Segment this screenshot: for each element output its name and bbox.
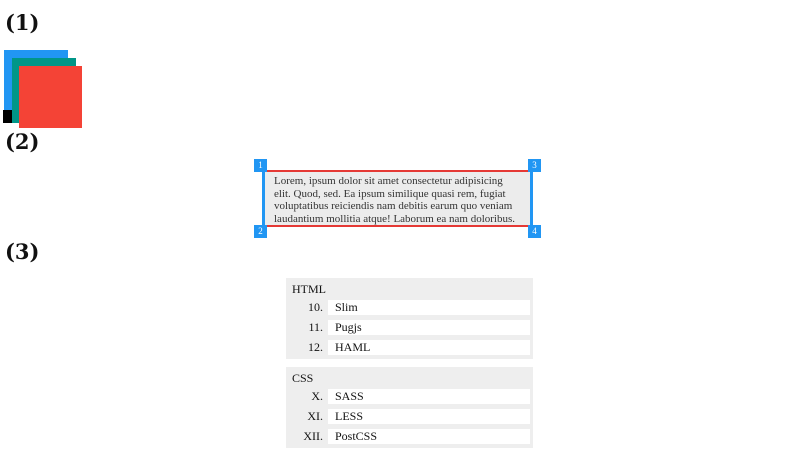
list-item-label: SASS: [328, 389, 530, 404]
corner-numbered-box: [258, 160, 537, 236]
list-item: [292, 409, 530, 424]
list-item: [292, 340, 530, 355]
corner-marker-top-left: 1: [254, 159, 267, 172]
list-item-marker: XII.: [303, 429, 323, 443]
list-item-marker: 11.: [308, 320, 323, 334]
red-square: [19, 66, 82, 128]
list-item-label: PostCSS: [328, 429, 530, 444]
list-group-title: CSS: [292, 371, 314, 385]
list-item-label: Slim: [328, 300, 530, 315]
list-item-marker: X.: [311, 389, 323, 403]
list-item-label: LESS: [328, 409, 530, 424]
lorem-paragraph: Lorem, ipsum dolor sit amet consectetur adipisicing elit. Quod, sed. Ea ipsum similique quasi rem, fugiat voluptatibus reiciendis nam debitis earum quo veniam laudantium mollitia atque! Laborum ea nam doloribus.: [274, 175, 516, 225]
section-1-label: (1): [5, 10, 40, 35]
list-item-label: HAML: [328, 340, 530, 355]
corner-marker-top-right: 3: [528, 159, 541, 172]
list-group-title: HTML: [292, 282, 326, 296]
list-group-css: [286, 367, 533, 448]
list-item: [292, 320, 530, 335]
section-3-label: (3): [5, 239, 40, 264]
list-item-label: Pugjs: [328, 320, 530, 335]
list-group-html: [286, 278, 533, 359]
list-item-marker: XI.: [307, 409, 323, 423]
corner-marker-bottom-right: 4: [528, 225, 541, 238]
list-item: [292, 429, 530, 444]
list-item: [292, 389, 530, 404]
corner-marker-bottom-left: 2: [254, 225, 267, 238]
section-2-label: (2): [5, 129, 40, 154]
list-item-marker: 10.: [308, 300, 323, 314]
lists-demo: [286, 278, 533, 450]
list-item: [292, 300, 530, 315]
list-item-marker: 12.: [308, 340, 323, 354]
stacked-squares-demo: [0, 0, 100, 135]
